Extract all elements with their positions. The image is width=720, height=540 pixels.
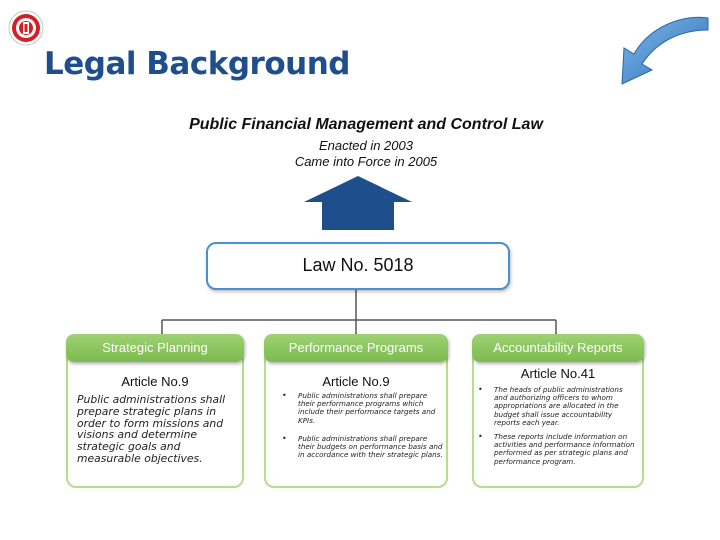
list-item [282, 392, 446, 425]
accountability-reports-article: Article No.41 [520, 366, 596, 381]
accountability-reports-heading: Accountability Reports [472, 334, 644, 362]
bullet-icon: • [282, 391, 287, 400]
accountability-reports-list [478, 386, 638, 476]
performance-programs-article: Article No.9 [322, 374, 390, 389]
performance-programs-list [282, 392, 446, 469]
strategic-planning-text: Public administrations shall prepare strategic plans in order to form missions and visions and determine strategic goals and measurable objectives. [77, 393, 226, 465]
list-item-text: The heads of public administrations and authorizing officers to whom appropriations are allocated in the budget shall issue accountability reports each year. [494, 385, 623, 427]
strategic-planning-article: Article No.9 [121, 374, 189, 389]
enacted-date: Enacted in 2003 [319, 138, 413, 153]
bullet-icon: • [282, 433, 287, 443]
performance-programs-heading: Performance Programs [264, 334, 448, 362]
strategic-planning-heading: Strategic Planning [66, 334, 244, 362]
list-item [282, 435, 446, 460]
list-item-text: These reports include information on activities and performance information performed as per strategic plans and performance program. [494, 432, 635, 466]
list-item-text: Public administrations shall prepare their budgets on performance basis and in accordance with their strategic plans. [298, 433, 443, 460]
bullet-icon: • [478, 385, 483, 394]
page-title: Legal Background [44, 46, 350, 82]
bullet-icon: • [478, 432, 483, 442]
list-item-text: Public administrations shall prepare their performance programs which include their performance targets and KPIs. [298, 391, 436, 425]
law-number: Law No. 5018 [302, 255, 414, 275]
list-item [478, 386, 638, 427]
in-force-date: Came into Force in 2005 [294, 154, 438, 169]
list-item [478, 433, 638, 466]
law-title: Public Financial Management and Control Law [189, 116, 543, 133]
up-arrow-icon [304, 176, 412, 230]
